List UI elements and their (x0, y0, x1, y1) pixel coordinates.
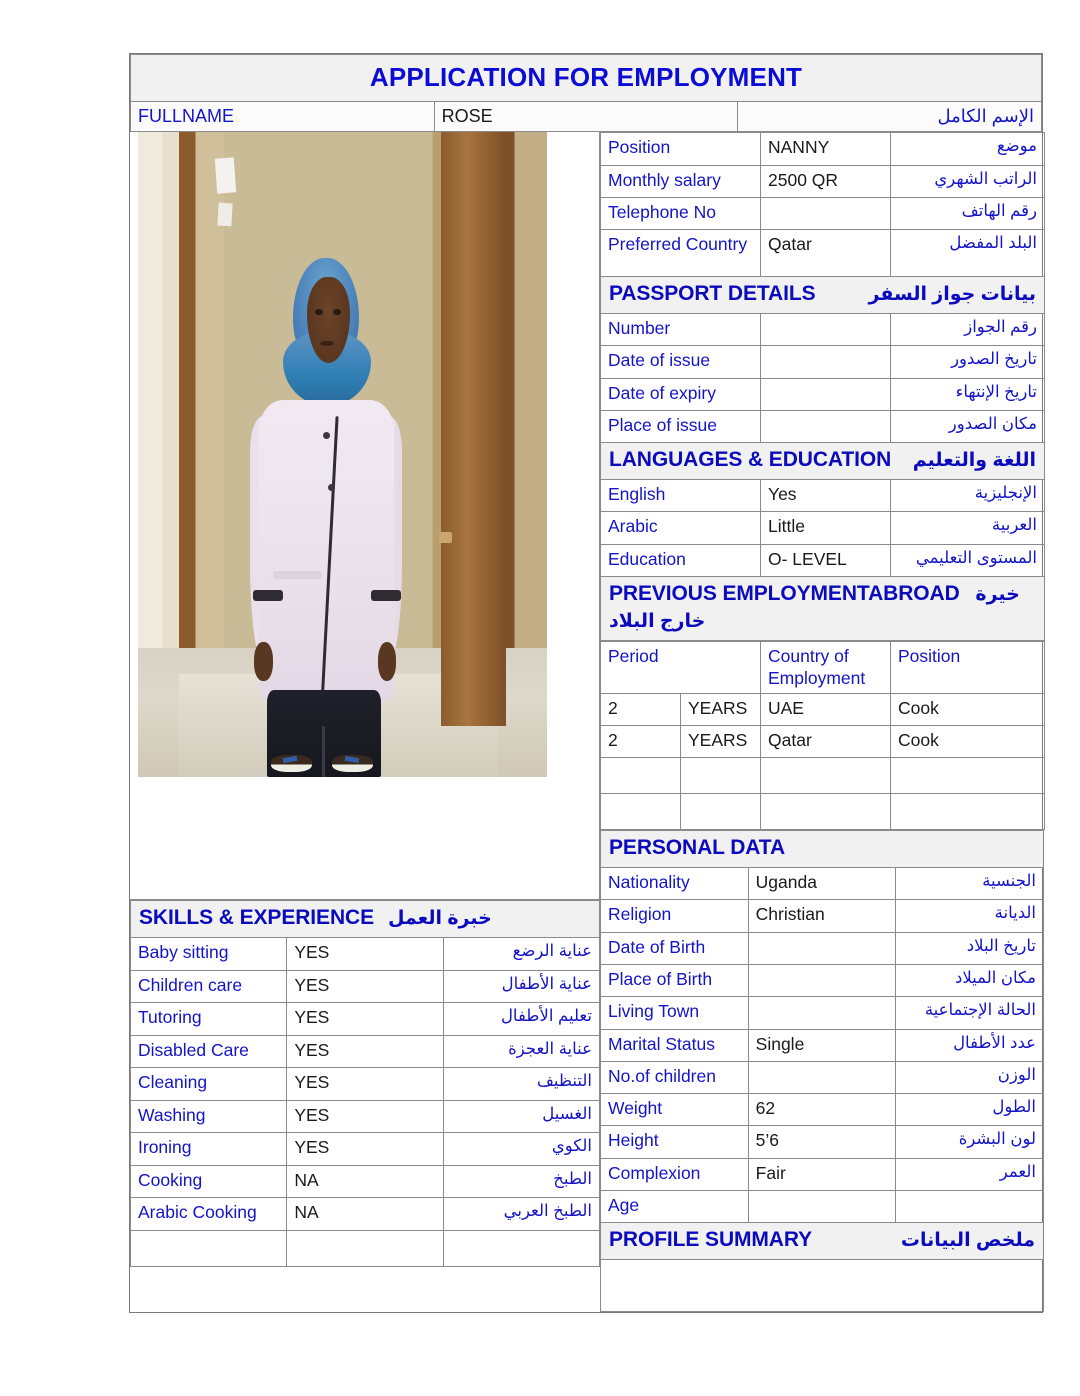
skills-heading: SKILLS & EXPERIENCE (139, 906, 374, 930)
photo-blouse-pocket (273, 571, 322, 579)
date-of-expiry-label: Date of expiry (601, 378, 761, 410)
table-row (131, 938, 600, 971)
employment-country[interactable]: UAE (761, 693, 891, 725)
religion-label: Religion (601, 900, 749, 932)
photo-door-handle (439, 532, 452, 542)
height-label-arabic: لون البشرة (896, 1126, 1044, 1158)
table-row (601, 346, 1045, 378)
table-row (601, 512, 1045, 544)
table-row (601, 230, 1045, 277)
employment-period-unit[interactable]: YEARS (681, 725, 761, 757)
table-row (601, 758, 1045, 794)
english-label-arabic: الإنجليزية (891, 480, 1045, 512)
personal-data-section-header (601, 831, 1044, 868)
education-value[interactable]: O- LEVEL (761, 544, 891, 576)
place-of-birth-label-arabic: مكان الميلاد (896, 964, 1044, 996)
marital-status-label: Marital Status (601, 1029, 749, 1061)
employment-period-unit[interactable] (681, 758, 761, 794)
weight-label-arabic: الطول (896, 1094, 1044, 1126)
table-row (601, 1158, 1044, 1190)
marital-status-label-arabic: عدد الأطفال (896, 1029, 1044, 1061)
employment-position[interactable] (891, 758, 1045, 794)
age-label-arabic (896, 1190, 1044, 1222)
arabic-label: Arabic (601, 512, 761, 544)
complexion-label-arabic: العمر (896, 1158, 1044, 1190)
table-row (601, 197, 1045, 229)
skill-value[interactable]: YES (287, 1100, 443, 1133)
date-of-birth-value[interactable] (748, 932, 896, 964)
preferred-country-label: Preferred Country (601, 230, 761, 277)
photo-eye-left (315, 309, 324, 315)
religion-label-arabic: الديانة (896, 900, 1044, 932)
right-column (600, 132, 1044, 1312)
skills-table (130, 900, 600, 1266)
table-row (131, 970, 600, 1003)
table-row (601, 410, 1045, 442)
employment-position[interactable] (891, 794, 1045, 830)
skill-label: Baby sitting (131, 938, 287, 971)
table-row (131, 1003, 600, 1036)
english-value[interactable]: Yes (761, 480, 891, 512)
photo-door (441, 132, 506, 725)
column-period: Period (601, 641, 761, 693)
passport-section-header (601, 277, 1045, 314)
telephone-label: Telephone No (601, 197, 761, 229)
application-form-frame (129, 53, 1043, 1313)
page-title: APPLICATION FOR EMPLOYMENT (131, 55, 1042, 102)
languages-heading-arabic: اللغة والتعليم (912, 450, 1036, 472)
nationality-value[interactable]: Uganda (748, 868, 896, 900)
skill-label: Disabled Care (131, 1035, 287, 1068)
arabic-label-arabic: العربية (891, 512, 1045, 544)
nationality-label-arabic: الجنسية (896, 868, 1044, 900)
table-row (601, 932, 1044, 964)
table-row (601, 725, 1045, 757)
date-of-expiry-value[interactable] (761, 378, 891, 410)
skill-label: Cooking (131, 1165, 287, 1198)
employment-position[interactable]: Cook (891, 725, 1045, 757)
employment-period-number[interactable] (601, 794, 681, 830)
preferred-country-label-arabic: البلد المفضل (891, 230, 1045, 277)
table-row (131, 1035, 600, 1068)
personal-data-heading: PERSONAL DATA (609, 836, 786, 860)
skill-label-arabic: التنظيف (443, 1068, 599, 1101)
table-row (601, 1029, 1044, 1061)
photo-cuff-right (371, 590, 401, 600)
age-value[interactable] (748, 1190, 896, 1222)
skill-empty-arabic[interactable] (443, 1230, 599, 1266)
skill-empty-value[interactable] (287, 1230, 443, 1266)
skill-value[interactable]: YES (287, 1133, 443, 1166)
age-label: Age (601, 1190, 749, 1222)
complexion-value[interactable]: Fair (748, 1158, 896, 1190)
passport-number-label-arabic: رقم الجواز (891, 314, 1045, 346)
complexion-label: Complexion (601, 1158, 749, 1190)
employment-period-unit[interactable] (681, 794, 761, 830)
table-row (601, 133, 1045, 165)
skill-label-arabic: عناية العجزة (443, 1035, 599, 1068)
photo-hand-right (378, 642, 397, 681)
table-row (131, 1100, 600, 1133)
profile-summary-row (601, 1260, 1044, 1312)
table-row (601, 794, 1045, 830)
profile-summary-text[interactable] (601, 1260, 1044, 1312)
living-town-label-arabic: الحالة الإجتماعية (896, 997, 1044, 1029)
languages-heading: LANGUAGES & EDUCATION (609, 448, 892, 472)
skill-label-arabic: عناية الأطفال (443, 970, 599, 1003)
table-row (131, 1165, 600, 1198)
skills-empty-row (131, 1230, 600, 1266)
arabic-value[interactable]: Little (761, 512, 891, 544)
skill-label-arabic: الطبخ العربي (443, 1198, 599, 1231)
table-row (131, 1198, 600, 1231)
skill-value[interactable]: YES (287, 1003, 443, 1036)
height-value[interactable]: 5’6 (748, 1126, 896, 1158)
fullname-value[interactable]: ROSE (434, 102, 738, 132)
column-position: Position (891, 641, 1045, 693)
employment-period-number[interactable] (601, 758, 681, 794)
passport-heading: PASSPORT DETAILS (609, 282, 816, 306)
skill-label-arabic: تعليم الأطفال (443, 1003, 599, 1036)
employment-position[interactable]: Cook (891, 693, 1045, 725)
table-row (601, 693, 1045, 725)
table-row (131, 1068, 600, 1101)
table-row (601, 900, 1044, 932)
photo-eye-right (333, 309, 342, 315)
marital-status-value[interactable]: Single (748, 1029, 896, 1061)
previous-employment-section-header (601, 577, 1045, 641)
table-row (601, 868, 1044, 900)
position-value[interactable]: NANNY (761, 133, 891, 165)
skill-label-arabic: الطبخ (443, 1165, 599, 1198)
right-data-table (600, 132, 1045, 640)
table-row (601, 1126, 1044, 1158)
living-town-value[interactable] (748, 997, 896, 1029)
languages-section-header (601, 443, 1045, 480)
column-country: Country of Employment (761, 641, 891, 693)
table-row (601, 314, 1045, 346)
date-of-expiry-label-arabic: تاريخ الإنتهاء (891, 378, 1045, 410)
skill-value[interactable]: YES (287, 970, 443, 1003)
skill-label-arabic: الكوي (443, 1133, 599, 1166)
photo-leg-gap (322, 726, 325, 778)
place-of-issue-label: Place of issue (601, 410, 761, 442)
preferred-country-value[interactable]: Qatar (761, 230, 891, 277)
weight-value[interactable]: 62 (748, 1094, 896, 1126)
photo-wall-note (214, 157, 235, 194)
fullname-label: FULLNAME (131, 102, 435, 132)
employment-country[interactable]: Qatar (761, 725, 891, 757)
form-body (130, 132, 1042, 1312)
photo-cuff-left (253, 590, 283, 600)
photo-blouse (259, 400, 394, 703)
fullname-label-arabic: الإسم الكامل (738, 102, 1042, 132)
monthly-salary-label: Monthly salary (601, 165, 761, 197)
skill-label-arabic: عناية الرضع (443, 938, 599, 971)
skill-label: Ironing (131, 1133, 287, 1166)
previous-employment-table (600, 641, 1045, 830)
profile-summary-heading: PROFILE SUMMARY (609, 1228, 813, 1252)
position-label: Position (601, 133, 761, 165)
skill-label: Arabic Cooking (131, 1198, 287, 1231)
skill-value[interactable]: NA (287, 1198, 443, 1231)
position-label-arabic: موضع (891, 133, 1045, 165)
skills-section-header (131, 901, 600, 938)
profile-summary-heading-arabic: ملخص البيانات (900, 1230, 1035, 1252)
skill-value[interactable]: YES (287, 1068, 443, 1101)
place-of-birth-label: Place of Birth (601, 964, 749, 996)
photo-wall-note-2 (217, 203, 232, 227)
skill-value[interactable]: YES (287, 938, 443, 971)
employment-period-number[interactable]: 2 (601, 693, 681, 725)
form-title-row (131, 55, 1042, 102)
height-label: Height (601, 1126, 749, 1158)
previous-employment-heading: PREVIOUS EMPLOYMENTABROAD (609, 582, 960, 606)
number-of-children-label: No.of children (601, 1061, 749, 1093)
table-row (601, 1190, 1044, 1222)
religion-value[interactable]: Christian (748, 900, 896, 932)
education-label: Education (601, 544, 761, 576)
skill-label: Cleaning (131, 1068, 287, 1101)
left-column (130, 132, 600, 1312)
monthly-salary-label-arabic: الراتب الشهري (891, 165, 1045, 197)
english-label: English (601, 480, 761, 512)
weight-label: Weight (601, 1094, 749, 1126)
previous-employment-heading-arabic: خيرة خارج البلاد (609, 584, 1020, 632)
personal-data-table (600, 830, 1044, 1312)
passport-number-value[interactable] (761, 314, 891, 346)
profile-summary-section-header (601, 1223, 1044, 1260)
table-row (601, 165, 1045, 197)
date-of-birth-label: Date of Birth (601, 932, 749, 964)
employment-period-number[interactable]: 2 (601, 725, 681, 757)
fullname-row (131, 102, 1042, 132)
place-of-issue-label-arabic: مكان الصدور (891, 410, 1045, 442)
skill-label: Tutoring (131, 1003, 287, 1036)
employment-country[interactable] (761, 794, 891, 830)
nationality-label: Nationality (601, 868, 749, 900)
skill-empty-label[interactable] (131, 1230, 287, 1266)
skills-heading-arabic: خبرة العمل (387, 908, 492, 930)
table-row (601, 1061, 1044, 1093)
table-row (601, 964, 1044, 996)
living-town-label: Living Town (601, 997, 749, 1029)
table-row (601, 480, 1045, 512)
education-label-arabic: المستوى التعليمي (891, 544, 1045, 576)
date-of-issue-label: Date of issue (601, 346, 761, 378)
place-of-birth-value[interactable] (748, 964, 896, 996)
form-header-table (130, 54, 1042, 132)
skill-value[interactable]: YES (287, 1035, 443, 1068)
photo-cell (130, 132, 600, 900)
table-row (131, 1133, 600, 1166)
photo-button-bottom (328, 484, 335, 491)
number-of-children-label-arabic: الوزن (896, 1061, 1044, 1093)
skill-value[interactable]: NA (287, 1165, 443, 1198)
monthly-salary-value[interactable]: 2500 QR (761, 165, 891, 197)
skill-label: Children care (131, 970, 287, 1003)
skill-label-arabic: الغسيل (443, 1100, 599, 1133)
employment-country[interactable] (761, 758, 891, 794)
table-row (601, 997, 1044, 1029)
table-row (601, 544, 1045, 576)
date-of-issue-label-arabic: تاريخ الصدور (891, 346, 1045, 378)
place-of-issue-value[interactable] (761, 410, 891, 442)
date-of-issue-value[interactable] (761, 346, 891, 378)
telephone-label-arabic: رقم الهاتف (891, 197, 1045, 229)
previous-employment-columns (601, 641, 1045, 693)
passport-number-label: Number (601, 314, 761, 346)
employment-period-unit[interactable]: YEARS (681, 693, 761, 725)
applicant-photo (138, 132, 547, 777)
table-row (601, 1094, 1044, 1126)
photo-hand-left (254, 642, 273, 681)
date-of-birth-label-arabic: تاريخ البلاد (896, 932, 1044, 964)
telephone-value[interactable] (761, 197, 891, 229)
passport-heading-arabic: بيانات جواز السفر (868, 284, 1036, 306)
skill-label: Washing (131, 1100, 287, 1133)
table-row (601, 378, 1045, 410)
number-of-children-value[interactable] (748, 1061, 896, 1093)
